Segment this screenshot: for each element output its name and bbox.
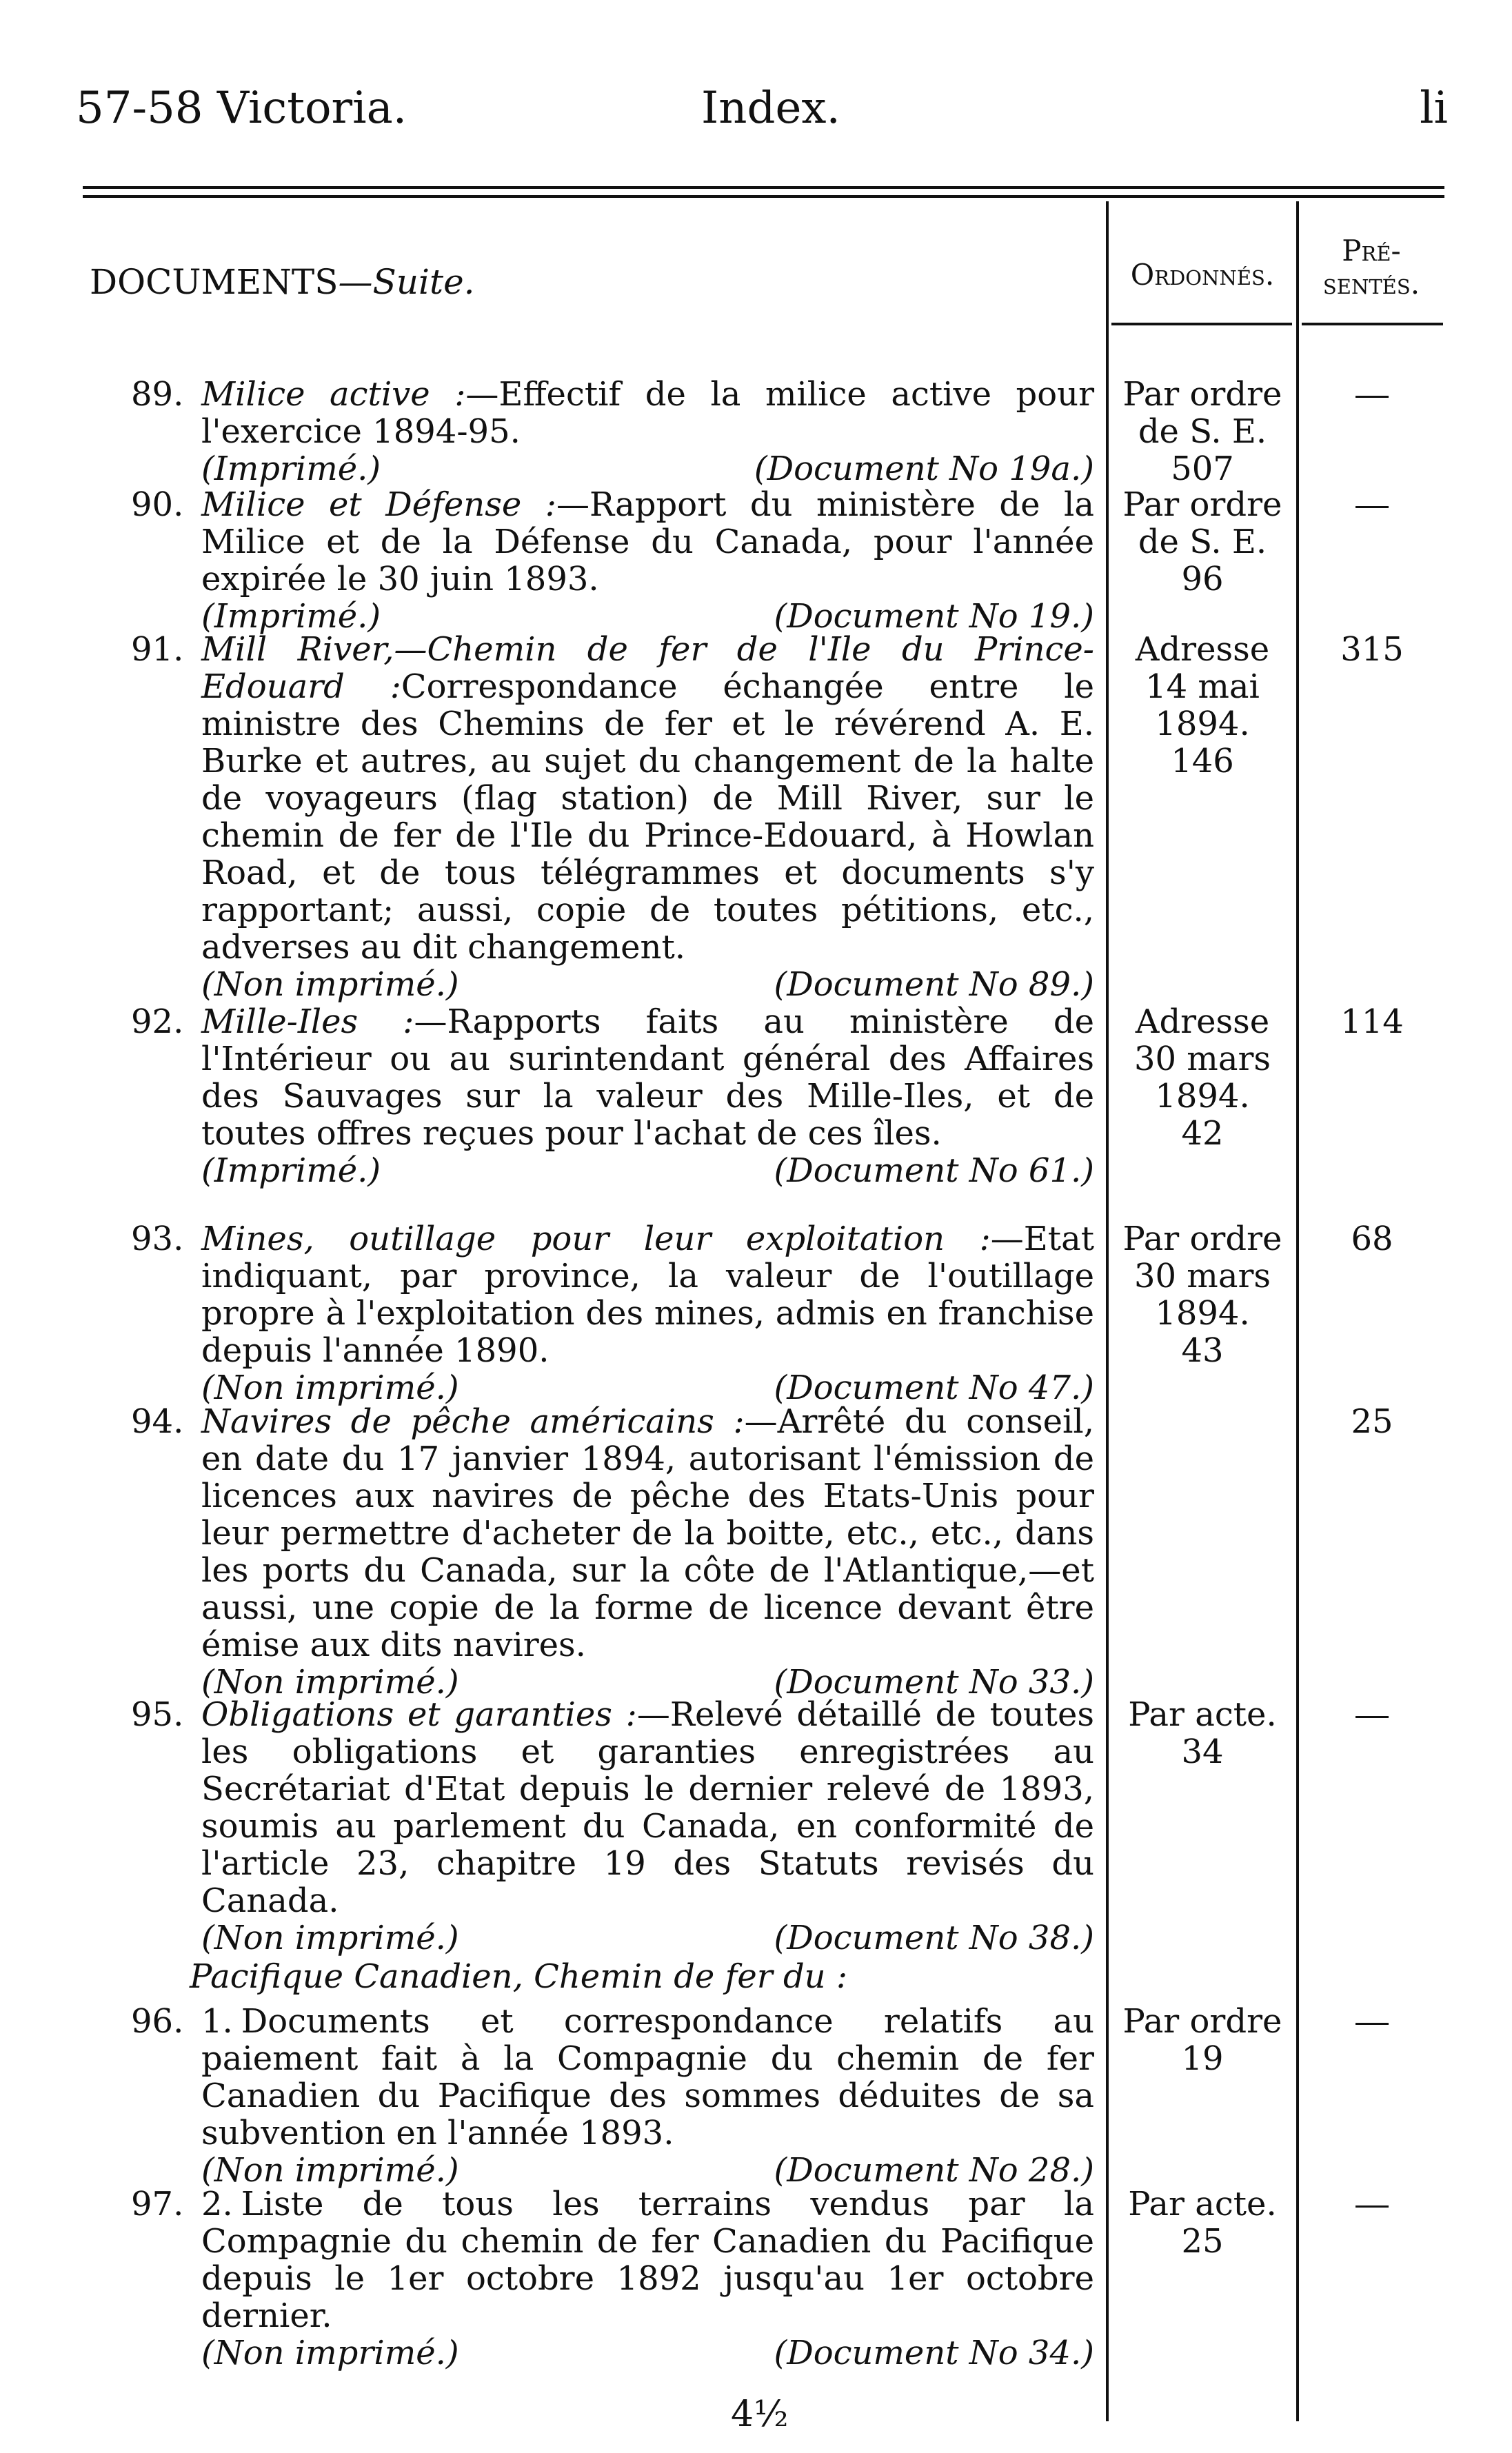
presented-dash [1355, 2023, 1389, 2025]
entry-text [201, 376, 1094, 487]
entry-ordered [1111, 1696, 1293, 1770]
entry-text [201, 486, 1094, 635]
entry-title: Milice et Défense : [201, 485, 556, 524]
entry-number: 90. [131, 485, 184, 524]
entry-number: 95. [131, 1695, 184, 1734]
presented-dash [1355, 396, 1389, 398]
ordered-line: 34 [1181, 1733, 1224, 1771]
presented-value: 315 [1340, 630, 1404, 669]
entry-title: Mille-Iles : [201, 1002, 414, 1041]
entry-reference-line [201, 2152, 1094, 2189]
entry-ordered [1111, 486, 1293, 598]
entry-print-status: (Non imprimé.) [201, 1919, 459, 1957]
ordered-line: Par ordre [1122, 1220, 1282, 1258]
entry-body: Liste de tous les terrains vendus par la Compagnie du chemin de fer Canadien du Pacifique depuis le 1er octobre 1892 jusqu'au 1er octobre dernier. [201, 2185, 1094, 2335]
entry-presented [1303, 1220, 1441, 1258]
entry-body: —Effectif de la milice active pour l'exercice 1894-95. [201, 375, 1095, 451]
entry-print-status: (Non imprimé.) [201, 1663, 459, 1702]
entry-body: —Rapports faits au ministère de l'Intérieur ou au surintendant général des Affaires des Sauvages sur la valeur des Mille-Iles, et de toutes offres reçues pour l'achat de ces îles. [201, 1002, 1094, 1153]
ordered-line: 19 [1181, 2039, 1224, 2078]
entry-print-status: (Non imprimé.) [201, 965, 459, 1004]
entry-number: 89. [131, 375, 184, 414]
entry-reference-line [201, 1152, 1094, 1189]
group-heading: Pacifique Canadien, Chemin de fer du : [190, 1957, 848, 1996]
entry-number: 92. [131, 1002, 184, 1041]
entry-ordered [1111, 2186, 1293, 2260]
entry-document-number: (Document No 34.) [774, 2334, 1094, 2372]
entry-presented [1303, 1003, 1441, 1040]
entry-document-number: (Document No 38.) [774, 1919, 1094, 1957]
ordered-line: Par ordre [1122, 485, 1282, 524]
entry-body: —Relevé détaillé de toutes les obligations et garanties enregistrées au Secrétariat d'Etat depuis le dernier relevé de 1893, soumis au parlement du Canada, en conformité de l'article 23, chapitre 19 des Statuts revisés du Canada. [201, 1695, 1094, 1920]
ordered-line: Par ordre [1122, 2002, 1282, 2041]
column-rule-ordered [1106, 201, 1109, 2421]
entry-number: 94. [131, 1402, 184, 1441]
entry-presented [1303, 2003, 1441, 2040]
ordered-line: 507 [1171, 450, 1234, 488]
entry-presented [1303, 376, 1441, 413]
ordered-line: Adresse [1135, 1002, 1270, 1041]
entry-reference-line [201, 450, 1094, 487]
entry-title: Mill River,—Chemin de fer de l'Ile du Prince-Edouard : [201, 630, 1094, 706]
entry-ordered [1111, 376, 1293, 487]
entry-print-status: (Imprimé.) [201, 1151, 381, 1190]
entry-number: 96. [131, 2002, 184, 2041]
signature-mark: 4½ [731, 2394, 789, 2435]
presented-dash [1355, 1716, 1389, 1718]
section-title-suffix: —Suite. [338, 262, 475, 302]
entry-reference-line [201, 1919, 1094, 1957]
entry-reference-line [201, 2334, 1094, 2372]
ordered-line: 30 mars [1133, 1257, 1271, 1295]
entry-print-status: (Imprimé.) [201, 597, 381, 636]
entry-reference-line [201, 1369, 1094, 1406]
ordered-line: 1894. [1155, 1294, 1250, 1333]
ordered-line: Adresse [1135, 630, 1270, 669]
entry-ordered [1111, 2003, 1293, 2077]
entry-presented [1303, 1403, 1441, 1440]
column-header-rule-presented [1302, 323, 1443, 325]
entry-document-number: (Document No 47.) [774, 1369, 1094, 1407]
entry-document-number: (Document No 19.) [774, 597, 1094, 636]
entry-text [201, 2186, 1094, 2372]
ordered-line: 146 [1171, 742, 1234, 780]
entry-text [201, 631, 1094, 1003]
entry-text [201, 1003, 1094, 1189]
entry-document-number: (Document No 33.) [774, 1663, 1094, 1702]
entry-print-status: (Non imprimé.) [201, 2334, 459, 2372]
entry-document-number: (Document No 61.) [774, 1151, 1094, 1190]
entry-body: —Arrêté du conseil, en date du 17 janvier 1894, autorisant l'émission de licences aux navires de pêche des Etats-Unis pour leur permettre d'acheter de la boitte, etc., etc., dans les ports du Canada, sur la côte de l'Atlantique,—et aussi, une copie de la forme de licence devant être émise aux dits navires. [201, 1402, 1094, 1664]
entry-reference-line [201, 966, 1094, 1003]
entry-body: —Rapport du ministère de la Milice et de la Défense du Canada, pour l'année expirée le 30 juin 1893. [201, 485, 1095, 598]
entry-text [201, 1696, 1094, 1957]
entry-title: Obligations et garanties : [201, 1695, 637, 1734]
presented-dash [1355, 2205, 1389, 2208]
entry-text [201, 1220, 1094, 1406]
entry-presented [1303, 486, 1441, 523]
entry-number: 93. [131, 1220, 184, 1258]
ordered-line: 96 [1181, 560, 1224, 598]
entry-number: 97. [131, 2185, 184, 2223]
header-rule-bottom [83, 195, 1444, 198]
ordered-line: 14 mai [1145, 667, 1260, 706]
entry-number: 91. [131, 630, 184, 669]
entry-subnumber: 2. [201, 2185, 233, 2223]
entry-document-number: (Document No 28.) [774, 2151, 1094, 2190]
entry-presented [1303, 631, 1441, 668]
ordered-line: 1894. [1155, 705, 1250, 743]
entry-reference-line [201, 598, 1094, 635]
section-title [90, 262, 475, 302]
entry-body: —Etat indiquant, par province, la valeur de l'outillage propre à l'exploitation des mines, admis en franchise depuis l'année 1890. [201, 1220, 1094, 1370]
presented-dash [1355, 506, 1389, 508]
column-header-rule-ordered [1111, 323, 1292, 325]
ordered-line: 42 [1181, 1114, 1224, 1153]
entry-print-status: (Imprimé.) [201, 450, 381, 488]
column-header-ordered: Ordonnés. [1130, 258, 1275, 292]
entry-presented [1303, 1696, 1441, 1733]
presented-value: 68 [1351, 1220, 1393, 1258]
entry-document-number: (Document No 19a.) [754, 450, 1094, 488]
ordered-line: de S. E. [1138, 412, 1267, 451]
entry-ordered [1111, 631, 1293, 780]
entry-body: Correspondance échangée entre le ministre des Chemins de fer et le révérend A. E. Burke et autres, au sujet du changement de la halte de voyageurs (flag station) de Mill River, sur le chemin de fer de l'Ile du Prince-Edouard, à Howlan Road, et de tous télégrammes et documents s'y rapportant; aussi, copie de toutes pétitions, etc., adverses au dit changement. [201, 667, 1095, 967]
column-header-presented [1299, 234, 1444, 301]
presented-value: 114 [1340, 1002, 1404, 1041]
header-session: 57-58 Victoria. [76, 83, 407, 134]
entry-title: Milice active : [201, 375, 466, 414]
entry-print-status: (Non imprimé.) [201, 2151, 459, 2190]
entry-subnumber: 1. [201, 2002, 233, 2041]
presented-value: 25 [1351, 1402, 1393, 1441]
entry-print-status: (Non imprimé.) [201, 1369, 459, 1407]
ordered-line: 1894. [1155, 1077, 1250, 1116]
column-rule-presented [1296, 201, 1299, 2421]
header-title: Index. [701, 83, 840, 134]
running-head [76, 83, 1448, 148]
column-header-presented-line2: sentés. [1322, 267, 1420, 301]
entry-title: Mines, outillage pour leur exploitation : [201, 1220, 991, 1258]
entry-ordered [1111, 1003, 1293, 1152]
column-header-presented-line1: Pré- [1342, 234, 1401, 267]
entry-text [201, 1403, 1094, 1701]
entry-text [201, 2003, 1094, 2189]
entry-title: Navires de pêche américains : [201, 1402, 745, 1441]
entry-body: Documents et correspondance relatifs au paiement fait à la Compagnie du chemin de fer Canadien du Pacifique des sommes déduites de sa subvention en l'année 1893. [201, 2002, 1094, 2152]
entry-ordered [1111, 1220, 1293, 1369]
ordered-line: Par acte. [1128, 1695, 1277, 1734]
section-title-main: DOCUMENTS [90, 262, 339, 302]
entry-presented [1303, 2186, 1441, 2223]
ordered-line: 43 [1181, 1331, 1224, 1370]
header-page-number: li [1420, 83, 1448, 134]
ordered-line: 25 [1181, 2222, 1224, 2261]
ordered-line: de S. E. [1138, 523, 1267, 561]
entry-document-number: (Document No 89.) [774, 965, 1094, 1004]
ordered-line: Par ordre [1122, 375, 1282, 414]
header-rule-top [83, 186, 1444, 189]
ordered-line: Par acte. [1128, 2185, 1277, 2223]
ordered-line: 30 mars [1133, 1040, 1271, 1078]
